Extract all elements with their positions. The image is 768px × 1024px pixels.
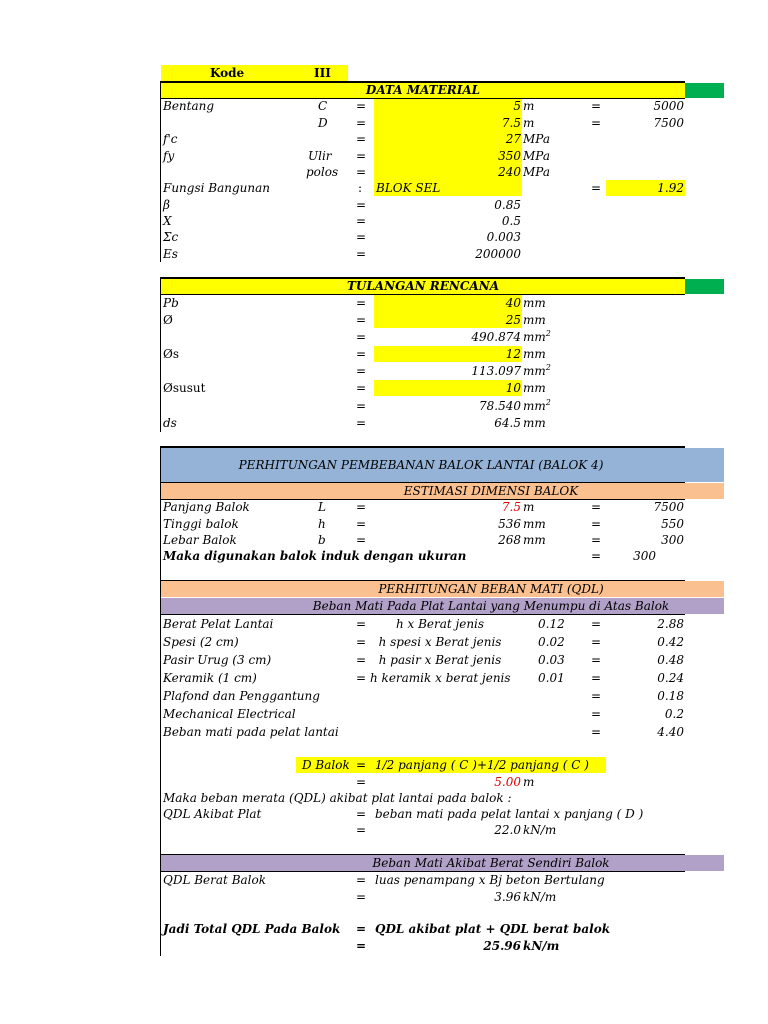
phis-area: 113.097 [471, 364, 521, 378]
phi-unit: mm [523, 313, 546, 327]
dbalok-label: D Balok [302, 758, 350, 772]
eq-sign: = [591, 549, 602, 563]
qdl-item-name: Spesi (2 cm) [163, 635, 239, 649]
total-formula: QDL akibat plat + QDL berat balok [375, 922, 611, 936]
pb-unit: mm [523, 296, 546, 310]
eq-sign: = [356, 214, 367, 228]
h-symbol: h [318, 517, 326, 531]
eq-sign: = [356, 165, 367, 179]
material-header-green [685, 83, 724, 98]
eq-sign: = [356, 198, 367, 212]
lebar-value: 268 [498, 533, 521, 547]
eq-sign: = [356, 296, 367, 310]
eq-sign: = [356, 500, 367, 514]
sc-label: Σc [163, 230, 179, 244]
maka-value: 300 [633, 549, 656, 563]
eq-sign: = [356, 364, 367, 378]
phis-value: 12 [505, 347, 521, 361]
qdl-title: PERHITUNGAN BEBAN MATI (QDL) [378, 582, 604, 596]
ds-unit: mm [523, 416, 546, 430]
qdl-subtitle-bottom [161, 614, 685, 615]
eq-sign: = [591, 635, 602, 649]
phi-area: 490.874 [471, 330, 521, 344]
qdl-item-value: 0.24 [657, 671, 684, 685]
qdl-item-name: Mechanical Electrical [163, 707, 296, 721]
eq-sign: = [356, 313, 367, 327]
bentang-label: Bentang [163, 99, 215, 113]
lebar-label: Lebar Balok [163, 533, 237, 547]
qdl-item-formula: h spesi x Berat jenis [378, 635, 502, 649]
qdl-plat-unit: kN/m [523, 823, 557, 837]
tinggi-converted: 550 [661, 517, 684, 531]
tulangan-header-green [685, 279, 724, 294]
total-label: Jadi Total QDL Pada Balok [163, 922, 341, 936]
c-symbol: C [318, 99, 328, 113]
eq-sign: = [591, 99, 602, 113]
phi-area-unit: $mm^2$ [523, 329, 551, 344]
x-label: X [163, 214, 172, 228]
fungsi-factor: 1.92 [657, 181, 684, 195]
eq-sign: = [356, 653, 367, 667]
tinggi-unit: mm [523, 517, 546, 531]
panjang-value: 7.5 [501, 500, 521, 514]
qdl-item-formula: h x Berat jenis [395, 617, 485, 631]
phi-value: 25 [505, 313, 521, 327]
fungsi-value: BLOK SEL [376, 181, 441, 195]
eq-sign: = [356, 807, 367, 821]
eq-sign: = [591, 517, 602, 531]
fc-label: f'c [163, 132, 178, 146]
eq-sign: = [356, 149, 367, 163]
qdl-item-value: 0.2 [664, 707, 684, 721]
lebar-converted: 300 [661, 533, 684, 547]
eq-sign: = [356, 247, 367, 261]
l-symbol: L [318, 500, 326, 514]
panjang-converted: 7500 [653, 500, 684, 514]
eq-sign: = [356, 758, 367, 772]
qdl-item-value: 2.88 [657, 617, 684, 631]
polos-value: 240 [498, 165, 521, 179]
pembebanan-left-border [160, 446, 161, 956]
eq-sign: = [356, 873, 367, 887]
phisusut-value: 10 [505, 381, 521, 395]
eq-sign: = [591, 689, 602, 703]
maka-merata-label: Maka beban merata (QDL) akibat plat lantai pada balok : [163, 791, 512, 805]
qdl-subtitle: Beban Mati Pada Plat Lantai yang Menumpu di Atas Balok [312, 599, 670, 613]
panjang-unit: m [523, 500, 535, 514]
qdl-item-name: Beban mati pada pelat lantai [163, 725, 339, 739]
eq-sign: = [591, 181, 602, 195]
panjang-label: Panjang Balok [163, 500, 250, 514]
qdl-item-value: 0.18 [657, 689, 684, 703]
es-label: Es [163, 247, 178, 261]
eq-sign: = [356, 517, 367, 531]
eq-sign: = [356, 399, 367, 413]
fc-value: 27 [505, 132, 521, 146]
eq-sign: = [356, 416, 367, 430]
d-symbol: D [318, 116, 328, 130]
eq-sign: = [591, 500, 602, 514]
qdl-item-value: 0.42 [657, 635, 684, 649]
eq-sign: = [591, 725, 602, 739]
lebar-unit: mm [523, 533, 546, 547]
qdl-berat-label: QDL Berat Balok [163, 873, 266, 887]
ds-value: 64.5 [494, 416, 521, 430]
ulir-label: Ulir [308, 149, 332, 163]
ulir-unit: MPa [523, 149, 550, 163]
qdl-berat-unit: kN/m [523, 890, 557, 904]
pembebanan-title: PERHITUNGAN PEMBEBANAN BALOK LANTAI (BALOK 4) [238, 458, 604, 472]
c-unit: m [523, 99, 535, 113]
es-value: 200000 [475, 247, 521, 261]
qdl-item-thickness: 0.02 [538, 635, 565, 649]
qdl-item-name: Pasir Urug (3 cm) [163, 653, 272, 667]
eq-sign: = [356, 533, 367, 547]
dbalok-formula: 1/2 panjang ( C )+1/2 panjang ( C ) [375, 758, 589, 772]
eq-sign: = [591, 707, 602, 721]
qdl-item-thickness: 0.01 [538, 671, 565, 685]
d-converted: 7500 [653, 116, 684, 130]
maka-label: Maka digunakan balok induk dengan ukuran [163, 549, 467, 563]
eq-sign: = [356, 116, 367, 130]
qdl-item-formula: h keramik x berat jenis [370, 671, 511, 685]
phisusut-label: Øsusut [163, 381, 206, 395]
d-unit: m [523, 116, 535, 130]
qdl-plat-label: QDL Akibat Plat [163, 807, 262, 821]
kode-label: Kode [210, 66, 245, 80]
total-value: 25.96 [483, 939, 521, 953]
eq-sign: = [591, 116, 602, 130]
eq-sign: = [356, 671, 367, 685]
qdl-plat-value: 22.0 [494, 823, 521, 837]
tulangan-left-border [160, 277, 161, 432]
eq-sign: = [356, 890, 367, 904]
eq-sign: = [356, 230, 367, 244]
tinggi-value: 536 [498, 517, 521, 531]
colon-sign: : [358, 181, 363, 195]
eq-sign: = [591, 617, 602, 631]
eq-sign: = [591, 671, 602, 685]
material-title: DATA MATERIAL [365, 83, 481, 97]
sendiri-title: Beban Mati Akibat Berat Sendiri Balok [372, 856, 610, 870]
eq-sign: = [356, 775, 367, 789]
total-unit: kN/m [523, 939, 560, 953]
qdl-item-thickness: 0.12 [538, 617, 565, 631]
x-value: 0.5 [501, 214, 521, 228]
phisusut-unit: mm [523, 381, 546, 395]
qdl-plat-formula: beban mati pada pelat lantai x panjang ( D ) [375, 807, 644, 821]
qdl-berat-value: 3.96 [494, 890, 521, 904]
material-left-border [160, 81, 161, 262]
qdl-item-name: Keramik (1 cm) [163, 671, 257, 685]
pb-value: 40 [505, 296, 521, 310]
qdl-item-thickness: 0.03 [538, 653, 565, 667]
polos-label: polos [306, 165, 339, 179]
ds-label: ds [163, 416, 177, 430]
eq-sign: = [356, 132, 367, 146]
c-converted: 5000 [653, 99, 684, 113]
d-value: 7.5 [501, 116, 521, 130]
eq-sign: = [356, 635, 367, 649]
eq-sign: = [356, 330, 367, 344]
qdl-item-name: Plafond dan Penggantung [163, 689, 320, 703]
c-value: 5 [513, 99, 521, 113]
sc-value: 0.003 [486, 230, 521, 244]
polos-unit: MPa [523, 165, 550, 179]
phisusut-area: 78.540 [479, 399, 521, 413]
phis-area-unit: $mm^2$ [523, 363, 551, 378]
estimasi-title: ESTIMASI DIMENSI BALOK [403, 484, 579, 498]
eq-sign: = [356, 99, 367, 113]
qdl-item-name: Berat Pelat Lantai [163, 617, 274, 631]
eq-sign: = [356, 347, 367, 361]
eq-sign: = [356, 617, 367, 631]
qdl-item-formula: h pasir x Berat jenis [378, 653, 502, 667]
eq-sign: = [356, 823, 367, 837]
eq-sign: = [356, 939, 367, 953]
qdl-berat-formula: luas penampang x Bj beton Bertulang [375, 873, 605, 887]
qdl-item-value: 4.40 [657, 725, 684, 739]
kode-value: III [314, 66, 331, 80]
beta-label: β [163, 198, 170, 212]
eq-sign: = [591, 533, 602, 547]
phisusut-area-unit: $mm^2$ [523, 398, 551, 413]
fc-unit: MPa [523, 132, 550, 146]
fy-label: fy [163, 149, 175, 163]
phis-label: Øs [163, 347, 179, 361]
fungsi-label: Fungsi Bangunan [163, 181, 270, 195]
eq-sign: = [356, 381, 367, 395]
beta-value: 0.85 [494, 198, 521, 212]
dbalok-value: 5.00 [494, 775, 521, 789]
phis-unit: mm [523, 347, 546, 361]
b-symbol: b [318, 533, 326, 547]
eq-sign: = [591, 653, 602, 667]
tinggi-label: Tinggi balok [163, 517, 239, 531]
qdl-item-value: 0.48 [657, 653, 684, 667]
eq-sign: = [356, 922, 367, 936]
ulir-value: 350 [498, 149, 521, 163]
phi-label: Ø [163, 313, 173, 327]
dbalok-unit: m [523, 775, 535, 789]
pb-label: Pb [163, 296, 179, 310]
tulangan-title: TULANGAN RENCANA [346, 279, 500, 293]
